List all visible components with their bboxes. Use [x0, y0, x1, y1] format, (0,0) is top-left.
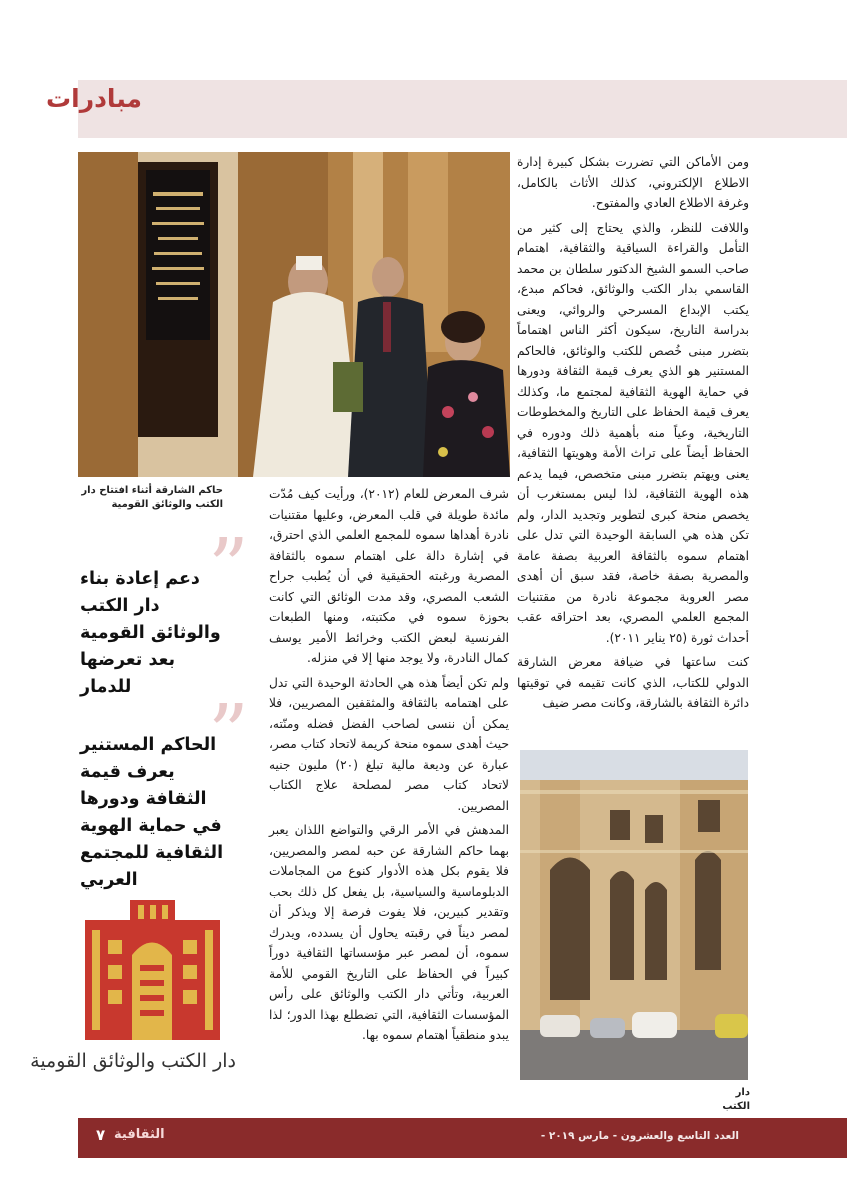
ceremony-photo [78, 152, 510, 477]
paragraph: المدهش في الأمر الرقي والتواضع اللذان يعبر بهما حاكم الشارقة عن حبه لمصر والمصريين، فلا يقوم بكل هذه الأدوار كنوع من المجاملات الدبلوماسية والسياسية، بل يفعل كل ذلك بحب وتقدير كبيرين، فلا يفوت فرصة إلا ويذكر أن لمصر ديناً في رقبته يحاول أن يسدده، ويدرك سموه، أن لمصر عبر مؤسساتها الثقافية دوراً كبيراً في الحفاظ على التاريخ القومي للأمة العربية، وتأتي دار الكتب والوثائق على رأس المؤسسات الثقافية، التي تضطلع بهذا الدور؛ لذا يبدو منطقياً اهتمام سموه بها. [269, 823, 509, 1042]
photo-caption-top: حاكم الشارقة أثناء افتتاح دار الكتب والوثائق القومية [81, 485, 223, 510]
paragraph: كنت ساعتها في ضيافة معرض الشارقة الدولي للكتاب، الذي كانت تقيمه في توقيتها دائرة الثقافة بالشارقة، وكانت مصر ضيف [517, 655, 749, 710]
article-column-right [517, 152, 749, 718]
pull-quote: دعم إعادة بناء دار الكتب والوثائق القومية بعد تعرضها للدمار [80, 569, 221, 697]
paragraph: ولم تكن أيضاً هذه هي الحادثة الوحيدة التي تدل على اهتمامه بالثقافة والمثقفين المصريين، فلا يمكن أن ننسى لصاحب الفضل فضله ومنّته، حيث أهدى سموه منحة كريمة لاتحاد كتاب مصر، عبارة عن وديعة مالية تبلغ (٢٠) مليون جنيه لاتحاد كتاب مصر لمصلحة علاج الكتاب المصريين. [269, 675, 509, 813]
pull-quote: الحاكم المستنير يعرف قيمة الثقافة ودورها في حماية الهوية الثقافية للمجتمع العربي [80, 735, 224, 890]
building-photo [520, 750, 748, 1080]
paragraph: شرف المعرض للعام (٢٠١٢)، ورأيت كيف مُدّت مائدة طويلة في قلب المعرض، وعليها مقتنيات نادرة أهداها سموه للمجمع العلمي الذي احترق، في إشارة دالة على اهتمام سموه بالثقافة المصرية ورغبته الحقيقية في أن يُطبب جراح الشعب المصري، وقد مدت الوثائق التي كانت بحوزة سموه في مكتبته، ومنها الطبعات الفرنسية لبعض الكتب وخرائط الأمير يوسف كمال النادرة، ولا يوجد منها إلا في منزله. [269, 487, 509, 665]
issue-info: العدد التاسع والعشرون - مارس ٢٠١٩ - [540, 1130, 739, 1142]
quote-mark-icon: ” [208, 687, 249, 780]
paragraph: واللافت للنظر، والذي يحتاج إلى كثير من التأمل والقراءة السياقية والثقافية، اهتمام صاحب السمو الشيخ الدكتور سلطان بن محمد القاسمي بدار الكتب والوثائق، فحاكم مبدع، يكتب الإبداع المسرحي والروائي، ويعنى بدراسة التاريخ، سيكون أكثر الناس اهتماماً بتضرر مبنى خُصص للكتب والوثائق، فالحاكم المستنير هو الذي يعرف قيمة الثقافة ودورها في حماية الهوية الثقافية لمجتمع ما، وكذلك يعرف قيمة الحفاظ على التاريخ والمخطوطات التاريخية، وعياً منه بأهمية ذلك ودوره في الحفاظ أيضاً على تراث الأمة وهويتها الثقافية، يعنى ويهتم بتضرر مبنى متخصص، فيما يدعم هذه الهوية الثقافية، لذا ليس بمستغرب أن يخصص منحة كبرى لتطوير وتجديد الدار، ولم تكن هذه هي السابقة الوحيدة التي تدل على اهتمام سموه بالثقافة العربية بصفة عامة والمصرية بصفة خاصة، فقد سبق أن أهدى مصر العروبة مجموعة نادرة من مقتنيات المجمع العلمي المصري، بعد احتراقه عقب أحداث ثورة (٢٥ يناير ٢٠١١). [517, 220, 749, 645]
page-number: ٧ [96, 1126, 106, 1144]
photo-caption-bottom: دار الكتب [722, 1087, 750, 1112]
logo-wordmark: دار الكتب والوثائق القومية [30, 1050, 236, 1072]
magazine-brand: الثقافية [114, 1127, 165, 1142]
paragraph: ومن الأماكن التي تضررت بشكل كبيرة إدارة الاطلاع الإلكتروني، كذلك الأثاث بالكامل، وغرفة الاطلاع العادي والمفتوح. [517, 155, 749, 210]
section-title: مبادرات [46, 84, 142, 113]
quote-mark-icon: ” [208, 521, 249, 614]
section-header-band [78, 80, 847, 138]
article-column-middle [269, 484, 509, 1050]
